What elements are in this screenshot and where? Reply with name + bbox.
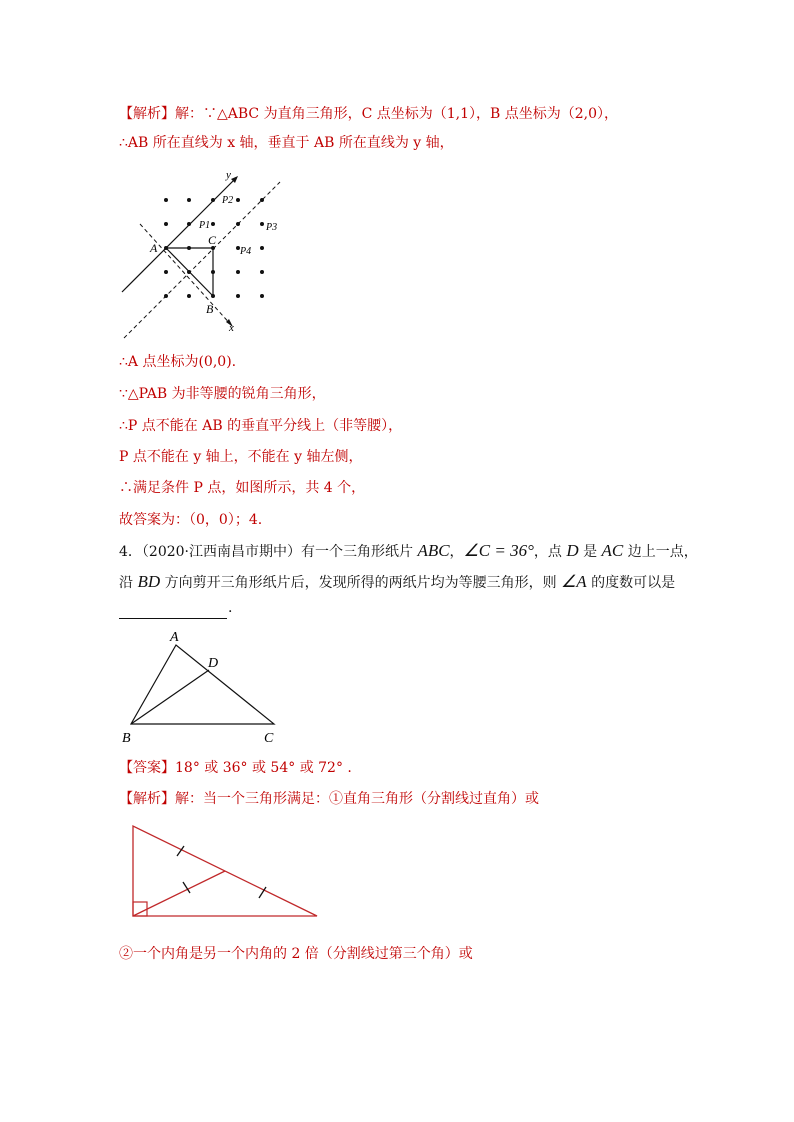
solution-line-6: P 点不能在 y 轴上，不能在 y 轴左侧，: [119, 449, 363, 465]
fig-label-b: B: [122, 731, 131, 746]
y-axis-line: [122, 178, 236, 292]
triangle-abcd-figure: [118, 625, 283, 750]
angle-a: ∠A: [561, 572, 587, 591]
segment-bd-line: [131, 670, 209, 724]
label-p2: P2: [222, 195, 234, 206]
point-d: D: [566, 541, 579, 560]
text-cut: 方向剪开三角形纸片后，发现所得的两纸片均为等腰三角形，则: [160, 575, 562, 591]
label-p1: P1: [199, 220, 211, 231]
fig-label-d: D: [208, 656, 219, 671]
segment-bd: BD: [137, 572, 161, 591]
label-y: y: [226, 169, 231, 181]
label-b: B: [206, 302, 214, 316]
solution-line-2: ∴AB 所在直线为 x 轴，垂直于 AB 所在直线为 y 轴，: [119, 135, 454, 151]
side-ac: AC: [601, 541, 624, 560]
fig-label-a: A: [170, 630, 179, 645]
triangle-abc: ABC: [417, 541, 450, 560]
solution-line-4: ∵△PAB 为非等腰的锐角三角形，: [119, 386, 326, 402]
right-angle-mark: [133, 902, 147, 916]
problem-4-line-2: [119, 572, 675, 593]
dashed-line-left: [140, 224, 233, 327]
label-p4: P4: [240, 246, 252, 257]
angle-c-36: ∠C = 36°: [463, 541, 534, 560]
fig-label-c: C: [264, 731, 274, 746]
answer-line: 【答案】18° 或 36° 或 54° 或 72° .: [119, 760, 352, 776]
text-side-point: 边上一点，: [623, 544, 698, 560]
coordinate-grid-figure: [118, 168, 288, 338]
problem-4-line-1: [119, 541, 698, 562]
comma: ，: [449, 544, 464, 560]
analysis-line-1: 【解析】解：当一个三角形满足：①直角三角形（分割线过直角）或: [119, 791, 539, 807]
right-triangle-figure: [125, 818, 325, 923]
analysis-line-2: ②一个内角是另一个内角的 2 倍（分割线过第三个角）或: [119, 946, 473, 962]
label-c: C: [208, 233, 217, 247]
solution-line-1: 【解析】解：∵△ABC 为直角三角形，C 点坐标为（1,1），B 点坐标为（2,0），: [119, 106, 619, 122]
dashed-line-right: [124, 182, 280, 338]
text-degree: 的度数可以是: [586, 575, 676, 591]
solution-line-8: 故答案为：（0，0）；4.: [119, 512, 263, 528]
problem-4-prefix: 4．（2020·江西南昌市期中）有一个三角形纸片: [119, 544, 418, 560]
blank-period: .: [228, 600, 233, 616]
triangle-abc-shape: [131, 645, 274, 724]
text-point: ，点: [533, 544, 567, 560]
label-x: x: [229, 322, 234, 334]
text-is: 是: [578, 544, 602, 560]
text-along: 沿: [119, 575, 138, 591]
label-a: A: [150, 241, 158, 255]
solution-line-3: ∴A 点坐标为(0,0).: [119, 354, 237, 370]
answer-blank[interactable]: [119, 604, 227, 619]
solution-line-7: ∴满足条件 P 点，如图所示，共 4 个，: [119, 480, 366, 496]
label-p3: P3: [266, 222, 278, 233]
solution-line-5: ∴P 点不能在 AB 的垂直平分线上（非等腰），: [119, 418, 403, 434]
